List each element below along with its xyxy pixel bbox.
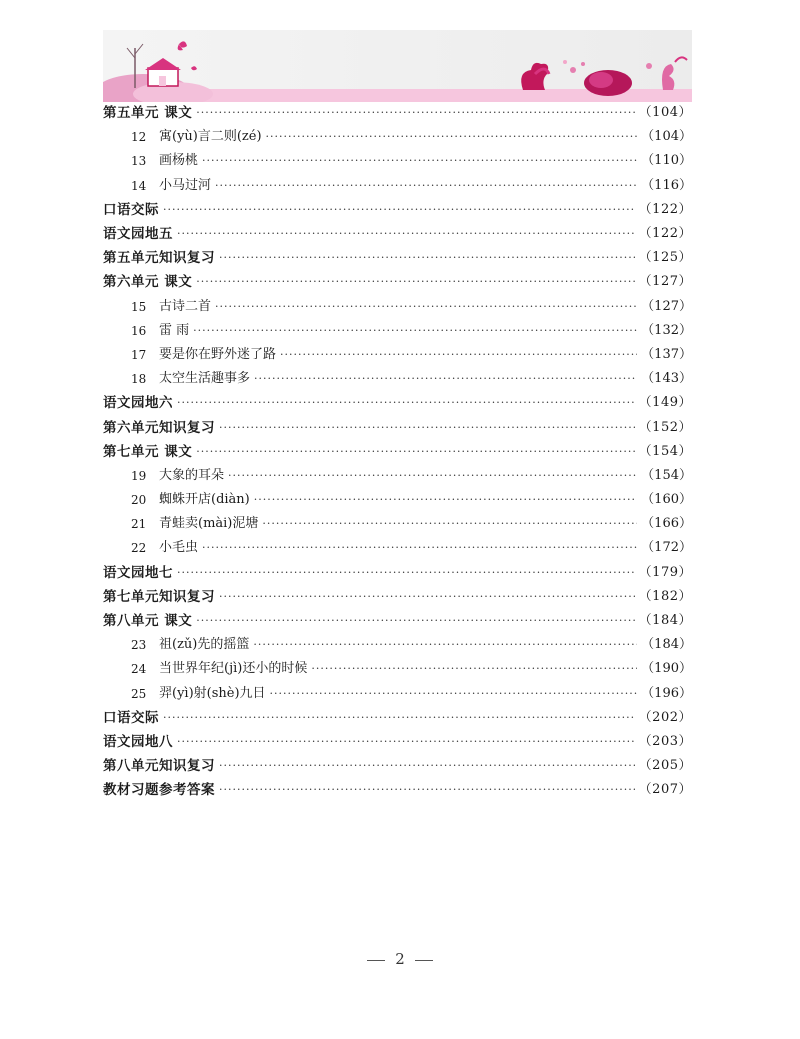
entry-page-number: （127）	[638, 274, 692, 290]
toc-section-entry[interactable]	[103, 440, 692, 464]
lesson-number: 16	[131, 323, 147, 338]
toc-section-entry[interactable]	[103, 270, 692, 294]
entry-page-number: （152）	[638, 419, 692, 435]
entry-page-number: （196）	[641, 685, 692, 701]
dot-leader	[254, 367, 637, 391]
dot-leader	[280, 343, 637, 367]
dot-leader	[270, 682, 638, 706]
toc-lesson-entry[interactable]	[103, 149, 692, 173]
dot-leader	[311, 657, 637, 681]
entry-title: 第七单元 课文	[103, 443, 193, 460]
dot-leader	[202, 536, 637, 560]
entry-page-number: （203）	[638, 733, 692, 749]
toc-lesson-entry[interactable]	[103, 633, 692, 657]
entry-page-number: （125）	[638, 250, 692, 266]
table-of-contents	[103, 101, 692, 802]
entry-page-number: （160）	[641, 492, 692, 508]
dot-leader	[196, 440, 634, 464]
entry-title: 羿(yì)射(shè)九日	[159, 685, 266, 701]
entry-title: 青蛙卖(mài)泥塘	[159, 516, 259, 532]
page-number: 2	[395, 950, 405, 968]
entry-page-number: （132）	[641, 322, 692, 338]
entry-page-number: （110）	[641, 153, 692, 169]
decorative-banner-illustration	[103, 30, 692, 102]
dot-leader	[177, 730, 635, 754]
entry-title: 当世界年纪(jì)还小的时候	[159, 661, 308, 677]
entry-page-number: （149）	[638, 395, 692, 411]
toc-lesson-entry[interactable]	[103, 682, 692, 706]
lesson-number: 15	[131, 299, 147, 314]
toc-lesson-entry[interactable]	[103, 319, 692, 343]
entry-title: 大象的耳朵	[159, 467, 225, 483]
toc-section-entry[interactable]	[103, 585, 692, 609]
entry-title: 语文园地七	[103, 564, 173, 581]
toc-lesson-entry[interactable]	[103, 657, 692, 681]
entry-title: 第六单元 课文	[103, 274, 193, 291]
dot-leader	[219, 585, 635, 609]
lesson-number: 20	[131, 493, 147, 508]
dot-leader	[177, 391, 635, 415]
toc-section-entry[interactable]	[103, 609, 692, 633]
entry-title: 第八单元知识复习	[103, 758, 215, 775]
entry-title: 语文园地六	[103, 395, 173, 412]
entry-title: 古诗二首	[159, 298, 212, 314]
dot-leader	[219, 754, 635, 778]
entry-title: 要是你在野外迷了路	[159, 346, 277, 362]
entry-title: 祖(zǔ)先的摇篮	[159, 637, 250, 653]
dot-leader	[193, 319, 637, 343]
toc-lesson-entry[interactable]	[103, 295, 692, 319]
entry-title: 雷 雨	[159, 322, 190, 338]
entry-page-number: （184）	[641, 637, 692, 653]
toc-lesson-entry[interactable]	[103, 343, 692, 367]
entry-page-number: （172）	[641, 540, 692, 556]
lesson-number: 21	[131, 517, 147, 532]
entry-title: 第七单元知识复习	[103, 588, 215, 605]
toc-section-entry[interactable]	[103, 198, 692, 222]
dot-leader	[196, 609, 634, 633]
entry-title: 蜘蛛开店(diàn)	[159, 492, 250, 508]
entry-page-number: （137）	[641, 346, 692, 362]
entry-page-number: （205）	[638, 758, 692, 774]
toc-section-entry[interactable]	[103, 222, 692, 246]
entry-page-number: （184）	[638, 613, 692, 629]
entry-title: 小马过河	[159, 177, 212, 193]
toc-lesson-entry[interactable]	[103, 125, 692, 149]
dot-leader	[253, 633, 637, 657]
toc-section-entry[interactable]	[103, 754, 692, 778]
lesson-number: 19	[131, 468, 147, 483]
entry-page-number: （122）	[638, 201, 692, 217]
dot-leader	[163, 706, 635, 730]
dot-leader	[266, 125, 638, 149]
toc-lesson-entry[interactable]	[103, 512, 692, 536]
entry-page-number: （127）	[641, 298, 692, 314]
entry-title: 教材习题参考答案	[103, 782, 215, 799]
entry-page-number: （190）	[641, 661, 692, 677]
page-footer	[0, 950, 800, 968]
dot-leader	[196, 270, 634, 294]
entry-page-number: （207）	[638, 782, 692, 798]
entry-page-number: （166）	[641, 516, 692, 532]
entry-page-number: （154）	[638, 443, 692, 459]
toc-section-entry[interactable]	[103, 730, 692, 754]
toc-lesson-entry[interactable]	[103, 174, 692, 198]
dot-leader	[262, 512, 637, 536]
toc-section-entry[interactable]	[103, 101, 692, 125]
entry-page-number: （122）	[638, 226, 692, 242]
toc-lesson-entry[interactable]	[103, 536, 692, 560]
lesson-number: 24	[131, 662, 147, 677]
header-banner	[103, 30, 692, 102]
toc-section-entry[interactable]	[103, 778, 692, 802]
entry-title: 寓(yù)言二则(zé)	[159, 129, 262, 145]
entry-page-number: （143）	[641, 371, 692, 387]
toc-section-entry[interactable]	[103, 561, 692, 585]
entry-title: 太空生活趣事多	[159, 371, 251, 387]
lesson-number: 18	[131, 372, 147, 387]
entry-page-number: （182）	[638, 588, 692, 604]
entry-title: 口语交际	[103, 201, 159, 218]
entry-page-number: （104）	[638, 105, 692, 121]
entry-title: 语文园地五	[103, 226, 173, 243]
lesson-number: 13	[131, 154, 147, 169]
entry-title: 第五单元知识复习	[103, 250, 215, 267]
lesson-number: 25	[131, 686, 147, 701]
entry-title: 第八单元 课文	[103, 613, 193, 630]
dot-leader	[219, 246, 635, 270]
lesson-number: 14	[131, 178, 147, 193]
toc-lesson-entry[interactable]	[103, 464, 692, 488]
entry-page-number: （116）	[641, 177, 692, 193]
lesson-number: 12	[131, 130, 147, 145]
entry-title: 画杨桃	[159, 153, 199, 169]
entry-page-number: （202）	[638, 709, 692, 725]
lesson-number: 17	[131, 347, 147, 362]
dot-leader	[177, 561, 635, 585]
entry-title: 第五单元 课文	[103, 105, 193, 122]
lesson-number: 23	[131, 638, 147, 653]
entry-title: 语文园地八	[103, 733, 173, 750]
toc-section-entry[interactable]	[103, 415, 692, 439]
dot-leader	[215, 174, 637, 198]
toc-lesson-entry[interactable]	[103, 488, 692, 512]
dot-leader	[219, 416, 635, 440]
entry-page-number: （179）	[638, 564, 692, 580]
dot-leader	[177, 222, 635, 246]
entry-title: 小毛虫	[159, 540, 199, 556]
entry-title: 第六单元知识复习	[103, 419, 215, 436]
lesson-number: 22	[131, 541, 147, 556]
dot-leader	[219, 778, 635, 802]
footer-dash-left	[367, 960, 385, 961]
entry-page-number: （104）	[641, 129, 692, 145]
dot-leader	[196, 101, 634, 125]
toc-section-entry[interactable]	[103, 246, 692, 270]
footer-dash-right	[415, 960, 433, 961]
toc-section-entry[interactable]	[103, 391, 692, 415]
dot-leader	[228, 464, 637, 488]
toc-lesson-entry[interactable]	[103, 367, 692, 391]
dot-leader	[163, 198, 635, 222]
dot-leader	[254, 488, 637, 512]
toc-section-entry[interactable]	[103, 706, 692, 730]
entry-title: 口语交际	[103, 709, 159, 726]
dot-leader	[215, 295, 637, 319]
entry-page-number: （154）	[641, 467, 692, 483]
dot-leader	[202, 149, 637, 173]
